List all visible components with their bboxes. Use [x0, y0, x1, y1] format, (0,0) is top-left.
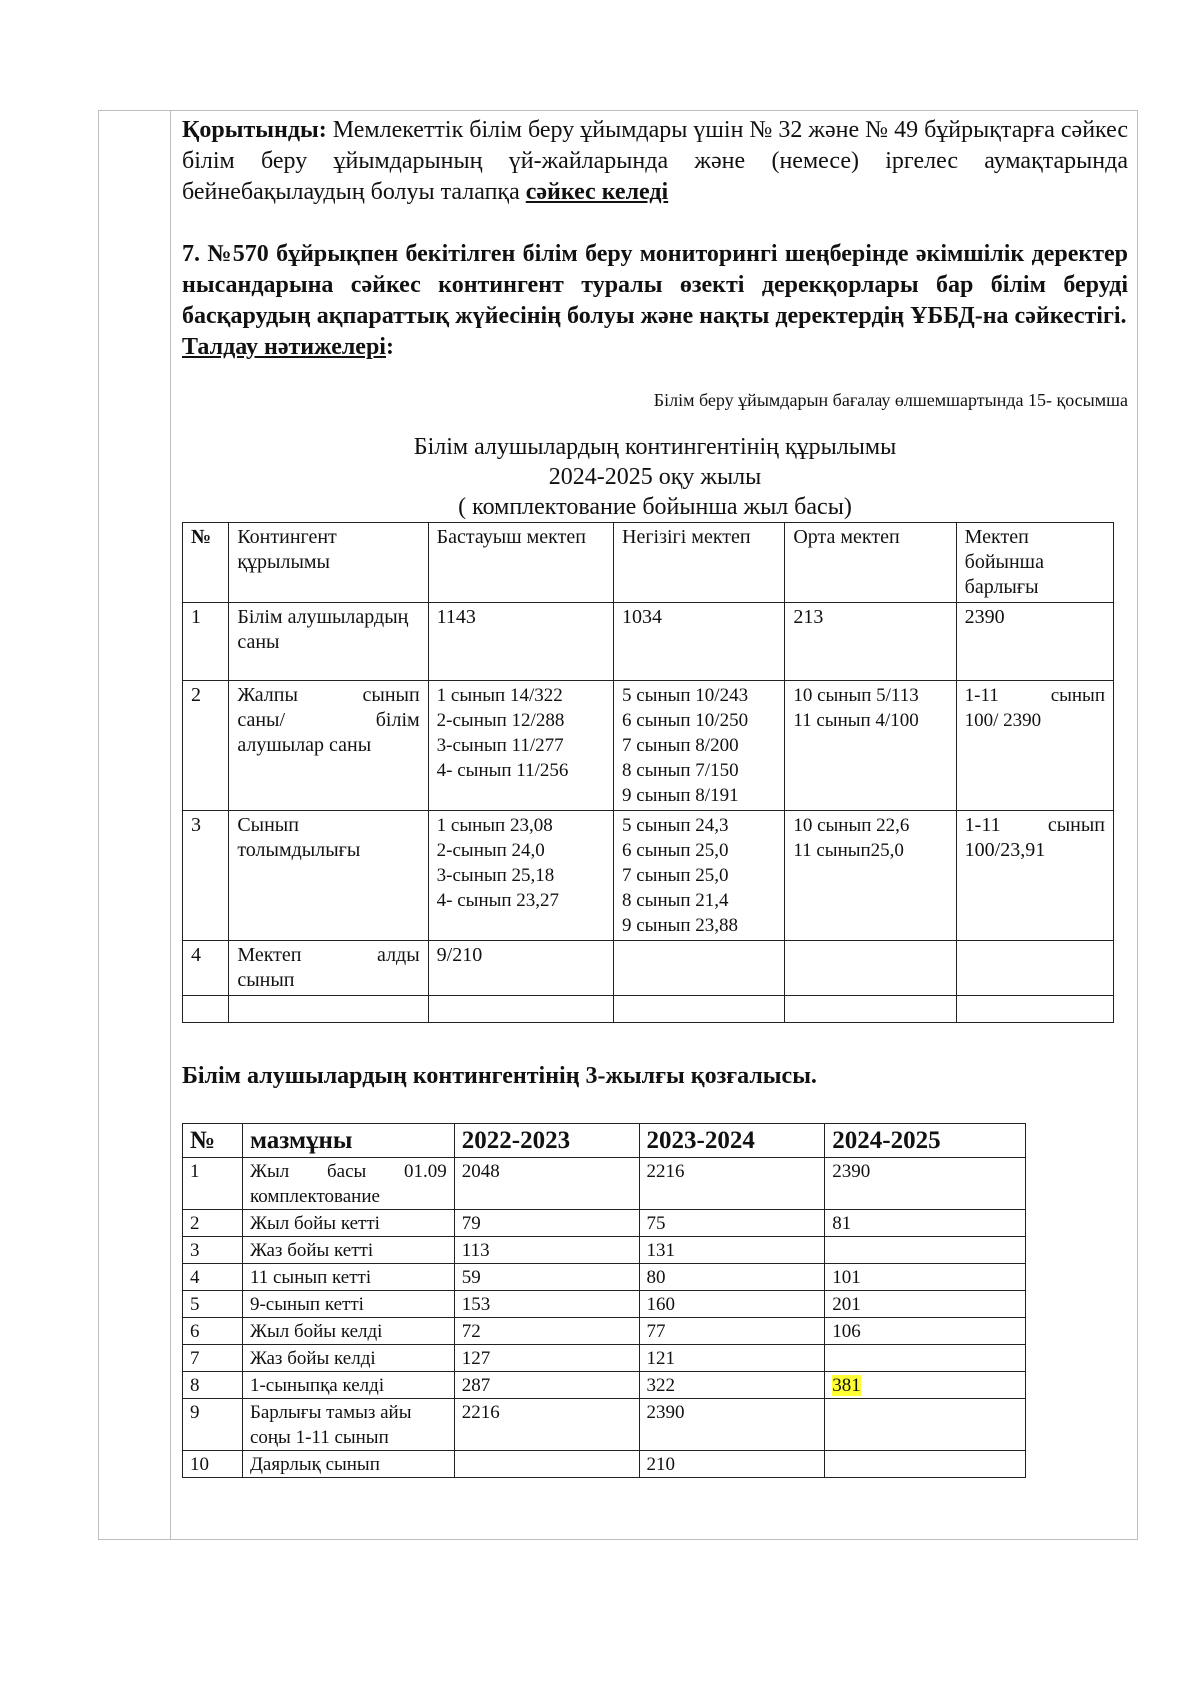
- row-num: 2: [183, 681, 229, 811]
- row-value: [825, 1237, 1026, 1264]
- document-content: [182, 115, 1128, 1478]
- row-value: 131: [639, 1237, 825, 1264]
- row-num: 2: [183, 1210, 243, 1237]
- row-value: 2390: [639, 1399, 825, 1451]
- row-num: 4: [183, 941, 229, 996]
- analysis-colon: :: [385, 334, 394, 360]
- row-total: 2390: [956, 603, 1113, 681]
- label-line: Барлығы тамыз айы: [249, 1402, 412, 1423]
- row-basic: [614, 681, 785, 811]
- row-value: [825, 1372, 1026, 1399]
- row-total: [956, 811, 1113, 941]
- cell-line: 6 сынып 25,0: [622, 840, 729, 861]
- header-primary: Бастауыш мектеп: [428, 523, 613, 603]
- row-num: 9: [183, 1399, 243, 1451]
- table-row: [183, 1451, 1026, 1478]
- row-name: [229, 941, 428, 996]
- section-7-heading: 7. №570 бұйрықпен бекітілген білім беру мониторингі шеңберінде әкімшілік деректер нысандарына сәйкес контингент туралы өзекті дерекқорлары бар білім беруді басқарудың ақпараттық жүйесінің болуы және нақты деректердің ҰББД-на сәйкестігі.: [182, 241, 1128, 329]
- row-total: [956, 681, 1113, 811]
- total-word: сынып: [1050, 685, 1105, 706]
- cell-line: 2-сынып 24,0: [436, 840, 545, 861]
- total-word: 1-11: [964, 814, 1001, 836]
- table-row: [183, 603, 1114, 681]
- row-num: 7: [183, 1345, 243, 1372]
- empty-cell: [614, 996, 785, 1023]
- row-value: 127: [454, 1345, 639, 1372]
- row-value: 72: [454, 1318, 639, 1345]
- row-basic: [614, 941, 785, 996]
- row-secondary: 213: [785, 603, 956, 681]
- row-name: Білім алушылардың саны: [229, 603, 428, 681]
- row-primary: 1143: [428, 603, 613, 681]
- row-num: 4: [183, 1264, 243, 1291]
- row-label: Жаз бойы кетті: [242, 1237, 454, 1264]
- name-word: саны/: [237, 709, 286, 731]
- name-line: сынып: [237, 969, 295, 991]
- row-value: 79: [454, 1210, 639, 1237]
- row-value: 59: [454, 1264, 639, 1291]
- empty-cell: [956, 996, 1113, 1023]
- total-word: 1-11: [964, 685, 999, 706]
- table-row: [183, 1345, 1026, 1372]
- name-word: алды: [377, 944, 420, 966]
- empty-cell: [428, 996, 613, 1023]
- cell-line: 8 сынып 21,4: [622, 890, 729, 911]
- row-value: 153: [454, 1291, 639, 1318]
- conclusion-text: Мемлекеттік білім беру ұйымдары үшін № 32 және № 49 бұйрықтарға сәйкес білім беру ұйымдарының үй-жайларында және (немесе) іргелес аумақтарында бейнебақылаудың болуы талапқа: [182, 117, 1128, 205]
- movement-heading: Білім алушылардың контингентінің 3-жылғы қозғалысы.: [182, 1063, 817, 1089]
- cell-line: 11 сынып 4/100: [793, 710, 919, 731]
- conclusion-verdict: сәйкес келеді: [525, 179, 669, 205]
- row-value: [825, 1451, 1026, 1478]
- header-basic: Негізігі мектеп: [614, 523, 785, 603]
- row-value: 75: [639, 1210, 825, 1237]
- label-word: басы: [326, 1161, 367, 1182]
- movement-header-row: [183, 1124, 1026, 1158]
- cell-line: 3-сынып 11/277: [436, 735, 564, 756]
- empty-cell: [183, 996, 229, 1023]
- row-value: 113: [454, 1237, 639, 1264]
- row-name: [229, 681, 428, 811]
- row-value: 287: [454, 1372, 639, 1399]
- table-row: [183, 1399, 1026, 1451]
- header-content: мазмұны: [242, 1124, 454, 1158]
- name-word: Мектеп: [237, 944, 302, 966]
- total-word: сынып: [1047, 814, 1105, 836]
- row-value: 80: [639, 1264, 825, 1291]
- row-num: 1: [183, 603, 229, 681]
- row-value: 2216: [639, 1158, 825, 1210]
- row-value: 2048: [454, 1158, 639, 1210]
- cell-line: 1 сынып 14/322: [436, 685, 563, 706]
- cell-line: 7 сынып 25,0: [622, 865, 729, 886]
- cell-line: 4- сынып 11/256: [436, 760, 569, 781]
- header-year-2023: 2023-2024: [639, 1124, 825, 1158]
- empty-row: [183, 996, 1114, 1023]
- highlighted-value: 381: [832, 1375, 861, 1396]
- row-value: 2216: [454, 1399, 639, 1451]
- structure-table: [182, 522, 1114, 1023]
- row-label: [242, 1399, 454, 1451]
- row-num: 8: [183, 1372, 243, 1399]
- cell-line: 5 сынып 10/243: [622, 685, 749, 706]
- row-secondary: [785, 941, 956, 996]
- name-word: сынып: [362, 684, 420, 706]
- appendix-note: Білім беру ұйымдарын бағалау өлшемшартында 15- қосымша: [653, 390, 1128, 410]
- row-secondary: [785, 681, 956, 811]
- label-line: комплектование: [249, 1186, 380, 1207]
- name-word: Жалпы: [237, 684, 298, 706]
- row-value: 210: [639, 1451, 825, 1478]
- table-row: [183, 811, 1114, 941]
- cell-line: 10 сынып 5/113: [793, 685, 919, 706]
- cell-line: 5 сынып 24,3: [622, 815, 729, 836]
- row-label: [242, 1158, 454, 1210]
- row-num: 3: [183, 1237, 243, 1264]
- header-num: №: [183, 523, 229, 603]
- table-row: [183, 1210, 1026, 1237]
- row-label: Даярлық сынып: [242, 1451, 454, 1478]
- table-row: [183, 1372, 1026, 1399]
- table-row: [183, 1318, 1026, 1345]
- table-row: [183, 1158, 1026, 1210]
- row-label: 1-сыныпқа келді: [242, 1372, 454, 1399]
- row-label: 11 сынып кетті: [242, 1264, 454, 1291]
- row-value: 81: [825, 1210, 1026, 1237]
- row-value: [454, 1451, 639, 1478]
- row-label: Жаз бойы келді: [242, 1345, 454, 1372]
- header-year-2024: 2024-2025: [825, 1124, 1026, 1158]
- structure-table-title: [182, 432, 1128, 522]
- row-value: [825, 1345, 1026, 1372]
- header-structure: Контингент құрылымы: [229, 523, 428, 603]
- cell-line: 1 сынып 23,08: [436, 815, 553, 836]
- cell-line: 8 сынып 7/150: [622, 760, 739, 781]
- table-row: [183, 1264, 1026, 1291]
- row-value: 201: [825, 1291, 1026, 1318]
- label-word: Жыл: [249, 1161, 290, 1182]
- row-value: 322: [639, 1372, 825, 1399]
- row-value: 121: [639, 1345, 825, 1372]
- total-line: 100/23,91: [964, 839, 1046, 861]
- frame-divider: [170, 110, 171, 1540]
- row-value: 101: [825, 1264, 1026, 1291]
- row-name: Сынып толымдылығы: [229, 811, 428, 941]
- structure-header-row: [183, 523, 1114, 603]
- cell-line: 10 сынып 22,6: [793, 815, 910, 836]
- cell-line: 3-сынып 25,18: [436, 865, 555, 886]
- cell-line: 9 сынып 8/191: [622, 785, 739, 806]
- table-row: [183, 1237, 1026, 1264]
- total-line: 100/ 2390: [964, 710, 1042, 731]
- row-value: 106: [825, 1318, 1026, 1345]
- row-value: [825, 1399, 1026, 1451]
- analysis-title: [182, 332, 1128, 363]
- label-word: 01.09: [404, 1161, 447, 1182]
- name-line: алушылар саны: [237, 734, 372, 756]
- row-value: 160: [639, 1291, 825, 1318]
- row-num: 10: [183, 1451, 243, 1478]
- conclusion-paragraph: [182, 115, 1128, 208]
- structure-title-line1: Білім алушылардың контингентінің құрылымы: [413, 434, 897, 460]
- cell-line: 4- сынып 23,27: [436, 890, 560, 911]
- analysis-label: Талдау нәтижелері: [182, 334, 386, 360]
- row-primary: [428, 681, 613, 811]
- row-primary: 9/210: [428, 941, 613, 996]
- row-secondary: [785, 811, 956, 941]
- cell-line: 2-сынып 12/288: [436, 710, 565, 731]
- row-basic: 1034: [614, 603, 785, 681]
- cell-line: 6 сынып 10/250: [622, 710, 749, 731]
- row-total: [956, 941, 1113, 996]
- movement-table: [182, 1123, 1026, 1478]
- row-num: 6: [183, 1318, 243, 1345]
- row-label: 9-сынып кетті: [242, 1291, 454, 1318]
- row-primary: [428, 811, 613, 941]
- row-value: 77: [639, 1318, 825, 1345]
- cell-line: 7 сынып 8/200: [622, 735, 739, 756]
- row-basic: [614, 811, 785, 941]
- table-row: [183, 681, 1114, 811]
- structure-title-line3: ( комплектование бойынша жыл басы): [458, 494, 852, 520]
- header-secondary: Орта мектеп: [785, 523, 956, 603]
- row-label: Жыл бойы келді: [242, 1318, 454, 1345]
- conclusion-label: Қорытынды:: [182, 117, 327, 143]
- table-row: [183, 1291, 1026, 1318]
- header-num: №: [183, 1124, 243, 1158]
- label-line: соңы 1-11 сынып: [249, 1427, 389, 1448]
- row-num: 5: [183, 1291, 243, 1318]
- cell-line: 9 сынып 23,88: [622, 915, 739, 936]
- empty-cell: [229, 996, 428, 1023]
- row-num: 1: [183, 1158, 243, 1210]
- cell-line: 11 сынып25,0: [793, 840, 904, 861]
- structure-title-line2: 2024-2025 оқу жылы: [548, 464, 762, 490]
- header-total: Мектеп бойынша барлығы: [956, 523, 1113, 603]
- empty-cell: [785, 996, 956, 1023]
- table-row: [183, 941, 1114, 996]
- row-num: 3: [183, 811, 229, 941]
- name-word: білім: [375, 709, 420, 731]
- header-year-2022: 2022-2023: [454, 1124, 639, 1158]
- row-label: Жыл бойы кетті: [242, 1210, 454, 1237]
- row-value: 2390: [825, 1158, 1026, 1210]
